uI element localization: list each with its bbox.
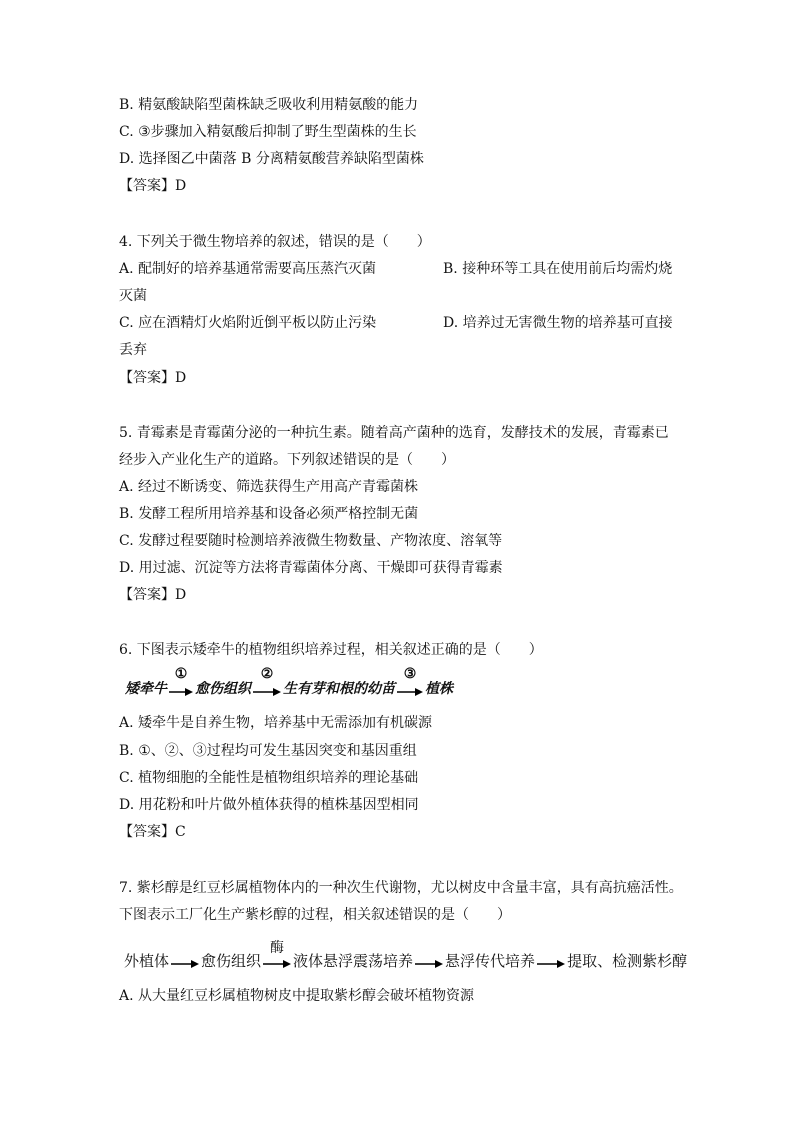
q7-flow-node-2: 愈伤组织	[201, 952, 262, 970]
q6-flow-arrow-1	[169, 666, 193, 698]
arrow-right-icon	[397, 680, 423, 698]
q4-option-a: A. 配制好的培养基通常需要高压蒸汽灭菌	[119, 261, 377, 277]
q3-answer: 【答案】D	[119, 178, 187, 194]
q7-flow-arrow-4	[537, 953, 565, 971]
q6-flow-arrow-3	[397, 666, 423, 698]
q4-option-d: D. 培养过无害微生物的培养基可直接	[443, 315, 673, 331]
q4-stem: 4. 下列关于微生物培养的叙述，错误的是（ ）	[119, 234, 431, 250]
q4-answer: 【答案】D	[119, 370, 187, 386]
q5-option-c: C. 发酵过程要随时检测培养液微生物数量、产物浓度、溶氧等	[119, 533, 503, 549]
q7-flow-arrow-1	[171, 953, 199, 971]
q6-flow-arrow-2	[253, 666, 281, 698]
q6-flow-diagram	[125, 666, 453, 698]
q7-flow-diagram	[124, 940, 688, 971]
arrow-right-icon	[171, 953, 199, 971]
q7-option-a: A. 从大量红豆杉属植物树皮中提取紫杉醇会破坏植物资源	[119, 988, 475, 1004]
arrow-right-icon	[169, 680, 193, 698]
q6-flow-step-2: ②	[260, 666, 274, 682]
q6-option-c: C. 植物细胞的全能性是植物组织培养的理论基础	[119, 770, 419, 786]
q3-option-c: C. ③步骤加入精氨酸后抑制了野生型菌株的生长	[119, 124, 417, 140]
q5-option-b: B. 发酵工程所用培养基和设备必须严格控制无菌	[119, 506, 419, 522]
q6-flow-step-1: ①	[174, 666, 188, 682]
q5-answer: 【答案】D	[119, 587, 187, 603]
q7-flow-arrow-3	[415, 953, 443, 971]
q7-stem-line2: 下图表示工厂化生产紫杉醇的过程，相关叙述错误的是（ ）	[119, 907, 511, 923]
q5-stem-line1: 5. 青霉素是青霉菌分泌的一种抗生素。随着高产菌种的选育，发酵技术的发展，青霉素已	[119, 425, 669, 441]
q7-flow-node-1: 外植体	[124, 952, 170, 970]
q6-answer: 【答案】C	[119, 824, 186, 840]
q7-flow-node-5: 提取、检测紫杉醇	[567, 952, 688, 970]
q7-flow-node-4: 悬浮传代培养	[445, 952, 536, 970]
q6-stem: 6. 下图表示矮牵牛的植物组织培养过程，相关叙述正确的是（ ）	[119, 642, 543, 658]
q6-flow-node-4: 植株	[425, 681, 453, 697]
q7-flow-arrow-2	[263, 940, 291, 971]
q6-flow-step-3: ③	[403, 666, 417, 682]
q4-option-b: B. 接种环等工具在使用前后均需灼烧	[443, 261, 673, 277]
q6-flow-node-2: 愈伤组织	[195, 681, 251, 697]
q4-option-c: C. 应在酒精灯火焰附近倒平板以防止污染	[119, 315, 377, 331]
arrow-right-icon	[253, 680, 281, 698]
q5-option-d: D. 用过滤、沉淀等方法将青霉菌体分离、干燥即可获得青霉素	[119, 560, 503, 576]
q6-option-d: D. 用花粉和叶片做外植体获得的植株基因型相同	[119, 797, 419, 813]
q7-flow-step-label: 酶	[270, 940, 285, 956]
arrow-right-icon	[415, 953, 443, 971]
q7-flow-node-3: 液体悬浮震荡培养	[293, 952, 414, 970]
q5-stem-line2: 经步入产业化生产的道路。下列叙述错误的是（ ）	[119, 452, 455, 468]
q7-stem-line1: 7. 紫杉醇是红豆杉属植物体内的一种次生代谢物，尤以树皮中含量丰富，具有高抗癌活性。	[119, 880, 683, 896]
q6-flow-node-3: 生有芽和根的幼苗	[283, 681, 395, 697]
q4-option-d-continued: 丢弃	[119, 342, 147, 358]
q6-option-a: A. 矮牵牛是自养生物，培养基中无需添加有机碳源	[119, 715, 433, 731]
q4-option-b-continued: 灭菌	[119, 288, 147, 304]
arrow-right-icon	[537, 953, 565, 971]
q5-option-a: A. 经过不断诱变、筛选获得生产用高产青霉菌株	[119, 479, 419, 495]
q6-flow-node-1: 矮牵牛	[125, 681, 167, 697]
q3-option-d: D. 选择图乙中菌落 B 分离精氨酸营养缺陷型菌株	[119, 151, 424, 167]
q3-option-b: B. 精氨酸缺陷型菌株缺乏吸收利用精氨酸的能力	[119, 97, 419, 113]
q6-option-b: B. ①、②、③过程均可发生基因突变和基因重组	[119, 743, 417, 759]
